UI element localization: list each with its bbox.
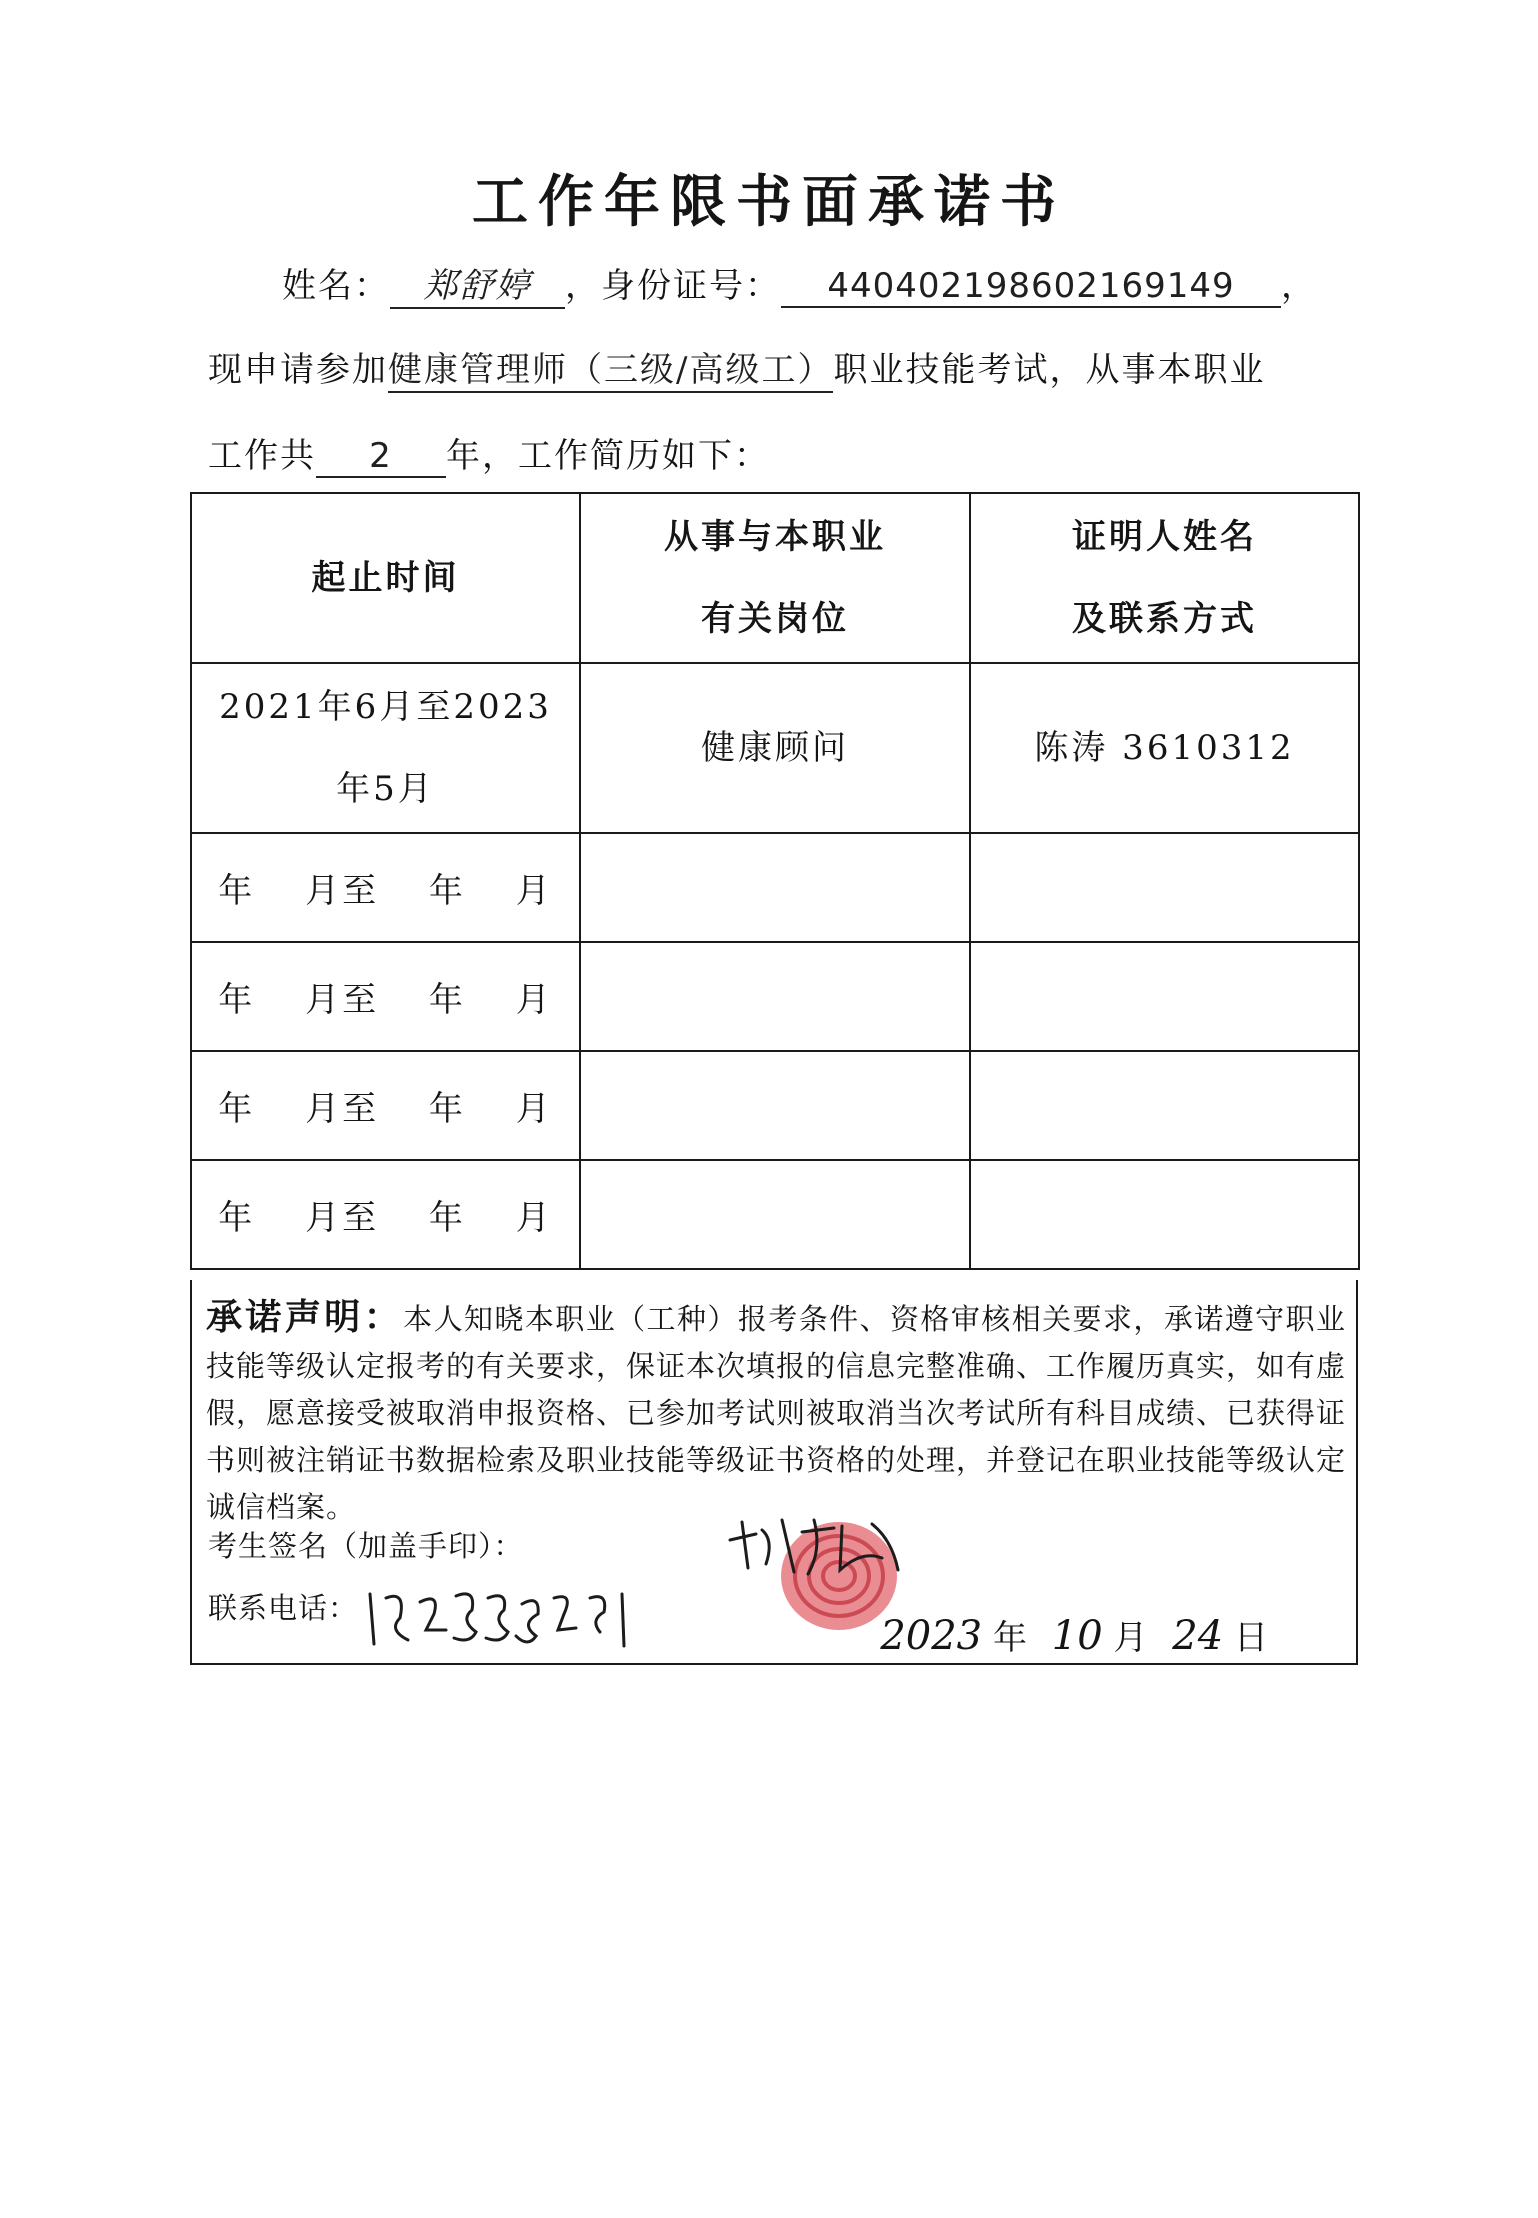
pledge-box [190, 1280, 1358, 1665]
table-row [191, 1160, 1359, 1269]
witness-cell[interactable] [970, 942, 1359, 1051]
period-line2: 年5月 [336, 769, 435, 809]
witness-cell[interactable] [970, 1160, 1359, 1269]
header-position-line1: 从事与本职业 [664, 517, 886, 557]
header-position-line2: 有关岗位 [701, 599, 849, 639]
years-suffix: 年，工作简历如下： [446, 436, 770, 476]
table-row [191, 833, 1359, 942]
phone-label: 联系电话： [208, 1591, 359, 1625]
pledge-paragraph [206, 1294, 1346, 1531]
witness-cell[interactable]: 陈涛 3610312 [970, 663, 1359, 833]
period-cell[interactable]: 年 月至 年 月 [191, 1160, 580, 1269]
years-prefix: 工作共 [208, 436, 316, 476]
years-line [208, 428, 770, 478]
period-cell[interactable]: 年 月至 年 月 [191, 833, 580, 942]
name-id-line [282, 258, 1317, 309]
apply-line [208, 342, 1265, 393]
header-witness-line2: 及联系方式 [1072, 599, 1257, 639]
header-witness-line1: 证明人姓名 [1072, 517, 1257, 557]
table-header-row [191, 493, 1359, 663]
header-witness [970, 493, 1359, 663]
witness-cell[interactable] [970, 833, 1359, 942]
handwritten-signature [722, 1510, 912, 1590]
period-cell[interactable]: 年 月至 年 月 [191, 942, 580, 1051]
document-title: 工作年限书面承诺书 [472, 169, 1066, 235]
position-cell[interactable] [580, 1051, 970, 1160]
period-cell[interactable]: 年 月至 年 月 [191, 1051, 580, 1160]
id-label: ，身份证号： [565, 266, 781, 306]
signature-label: 考生签名（加盖手印）： [208, 1529, 524, 1563]
period-cell[interactable] [191, 663, 580, 833]
position-cell[interactable] [580, 833, 970, 942]
name-field[interactable]: 郑舒婷 [390, 258, 565, 309]
witness-cell[interactable] [970, 1051, 1359, 1160]
position-cell[interactable] [580, 942, 970, 1051]
phone-row [208, 1586, 358, 1627]
position-cell[interactable]: 健康顾问 [580, 663, 970, 833]
date-year-unit: 年 [992, 1618, 1027, 1658]
table-row [191, 1051, 1359, 1160]
handwritten-phone [360, 1574, 750, 1660]
pledge-date [880, 1610, 1268, 1659]
signature-row [208, 1524, 524, 1565]
date-day-unit: 日 [1234, 1618, 1268, 1658]
date-day: 24 [1172, 1613, 1224, 1659]
table-row [191, 942, 1359, 1051]
years-field[interactable]: 2 [316, 436, 446, 478]
occupation-field[interactable]: 健康管理师（三级/高级工） [388, 342, 833, 393]
period-line1: 2021年6月至2023 [219, 687, 552, 727]
apply-suffix: 职业技能考试，从事本职业 [833, 350, 1266, 390]
name-label: 姓名： [282, 266, 390, 306]
apply-prefix: 现申请参加 [208, 350, 388, 390]
id-number-field[interactable]: 440402198602169149 [781, 266, 1281, 308]
header-position [580, 493, 970, 663]
table-row [191, 663, 1359, 833]
date-month: 10 [1051, 1613, 1103, 1659]
pledge-label: 承诺声明： [206, 1296, 404, 1338]
position-cell[interactable] [580, 1160, 970, 1269]
work-history-table [190, 492, 1360, 1270]
date-year: 2023 [880, 1613, 983, 1659]
pledge-text: 本人知晓本职业（工种）报考条件、资格审核相关要求，承诺遵守职业技能等级认定报考的有关要求，保证本次填报的信息完整准确、工作履历真实，如有虚假，愿意接受被取消申报资格、已参加考试则被取消当次考试所有科目成绩、已获得证书则被注销证书数据检索及职业技能等级证书资格的处理，并登记在职业技能等级认定诚信档案。 [206, 1302, 1347, 1524]
id-tail: ， [1281, 266, 1317, 306]
header-period: 起止时间 [191, 493, 580, 663]
date-month-unit: 月 [1113, 1618, 1148, 1658]
